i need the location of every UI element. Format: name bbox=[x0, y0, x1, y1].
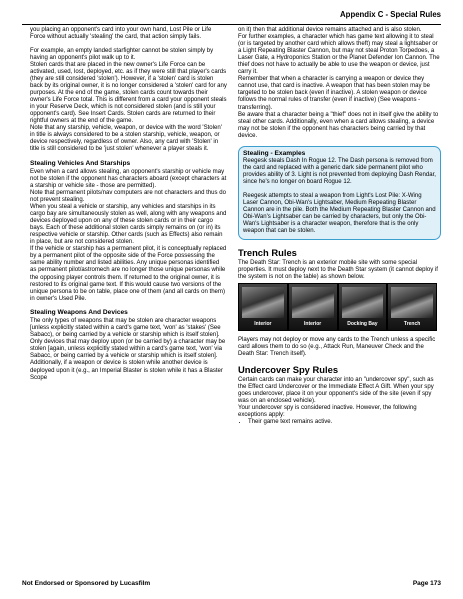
paragraph: Even when a card allows stealing, an opponent's starship or vehicle may not be stolen if the opponent has characters aboard (except characters at a starship or vehicle site - those are permitted). bbox=[30, 168, 227, 189]
site-label: Interior bbox=[304, 321, 322, 328]
paragraph: The only types of weapons that may be stolen are character weapons [unless explicitly stated within a card's game text, 'won' as 'stakes' (See Sabacc), or being carried by a vehicle or starship which is itself stolen]. Only devices that may deploy upon (or be carried by) a character may be stolen [again, unless explicitly stated within a card's game text, 'won' via Sabacc, or being carried by a vehicle or starship which is itself stolen]. Additionally, if a weapon or device is stolen while another device is deployed upon it (e.g., an Imperial Blaster is stolen while it has a Blaster Scope bbox=[30, 318, 226, 381]
heading-stealing-vehicles: Stealing Vehicles And Starships bbox=[30, 159, 131, 167]
paragraph: Reegesk steals Dash In Rogue 12. The Dash persona is removed from the card and replaced with a generic dark side permanent pilot who provides ability of 3. Light is not prevented from deploying Dash Rendar, since he's no longer on board Rogue 12. bbox=[243, 158, 436, 186]
paragraph: The Death Star: Trench is an exterior mobile site with some special properties. It must deploy next to the Death Star system (it cannot deploy if the system is not on the table) as shown below. bbox=[238, 260, 438, 281]
examples-box bbox=[238, 146, 441, 240]
paragraph: Stolen cards that are placed in the new owner's Life Force can be activated, used, lost, deployed, etc. as if they were still that player's cards (they are still considered 'stolen'). However, if a 'stolen' card is stolen back by its original owner, it is no longer considered a 'stolen' card for any purposes. At the end of the game, stolen cards count towards their owner's Life Force total. This is different from a card your opponent steals in your Reserve Deck, which is not considered stolen (and is still your opponent's card). See Insert Cards. Stolen cards are returned to their rightful owners at the end of the game. bbox=[30, 61, 227, 125]
heading-trench-rules: Trench Rules bbox=[238, 247, 297, 259]
footer-disclaimer: Not Endorsed or Sponsored by Lucasfilm bbox=[22, 580, 151, 587]
heading-stealing-weapons: Stealing Weapons And Devices bbox=[30, 309, 128, 317]
right-column bbox=[238, 27, 441, 426]
site-label: Interior bbox=[254, 321, 272, 328]
paragraph: Players may not deploy or move any cards to the Trench unless a specific card allows them to do so (e.g., Attack Run, Maneuver Check and the Death Star: Trench itself). bbox=[238, 337, 436, 358]
site-label: Docking Bay bbox=[347, 321, 378, 328]
page-header bbox=[22, 10, 441, 25]
page-number: Page 173 bbox=[412, 580, 441, 587]
site-card bbox=[288, 283, 338, 331]
site-card bbox=[338, 283, 388, 331]
paragraph: For further examples, a character which has game text allowing it to steal (or is targeted by another card which allows theft) may steal a lightsaber or a Light Repeating Blaster Cannon, but may not steal Proton Torpedoes, a Laser Gate, a Hydroponics Station or the Planet Defender Ion Cannon. The thief does not have to actually be able to use the weapon or device, just carry it. bbox=[238, 34, 440, 76]
site-card bbox=[238, 283, 288, 331]
paragraph: Certain cards can make your character into an "undercover spy", such as the Effect card Undercover or the Immediate Effect A Gift. When your spy goes undercover, place it on your opponent's side of the site (even if spy was on an enclosed vehicle). bbox=[238, 377, 434, 405]
header-title: Appendix C - Special Rules bbox=[340, 10, 441, 19]
paragraph: Reegesk attempts to steal a weapon from Light's Lost Pile: X-Wing Laser Cannon, Obi-Wan's Lightsaber, Medium Repeating Blaster Cannon are in the pile. Both the Medium Repeating Blaster Cannon and Obi-Wan's Lightsaber can be carried by characters, but only the Obi-Wan's Lightsaber is a character weapon, therefore that is the only weapon that can be stolen. bbox=[243, 192, 436, 235]
paragraph: Your undercover spy is considered inactive. However, the following exceptions apply: bbox=[238, 405, 417, 419]
left-column bbox=[30, 27, 227, 382]
site-card bbox=[387, 283, 437, 331]
site-label: Trench bbox=[403, 321, 421, 328]
paragraph: you placing an opponent's card into your own hand, Lost Pile or Life Force without actually 'stealing' the card, that action simply fails. bbox=[30, 27, 212, 41]
page-footer bbox=[22, 580, 441, 587]
death-star-sites-image bbox=[238, 283, 437, 331]
paragraph: Remember that when a character is carrying a weapon or device they cannot use, that card is inactive. A weapon that has been stolen may be targeted to be stolen back (even if inactive). A stolen weapon or device follows the normal rules of transfer (even if inactive) (See weapons - transferring). bbox=[238, 76, 430, 111]
list-item: • Their game text remains active. bbox=[248, 419, 441, 426]
paragraph: Be aware that a character being a "thief" does not in itself give the ability to steal other cards. Additionally, even when a card allows stealing, a device may not be stolen if the opponent has characters being carried by that device. bbox=[238, 111, 439, 139]
paragraph: If the vehicle or starship has a permanent pilot, it is conceptually replaced by a permanent pilot of the opposite side of the Force possessing the same ability number and listed abilities. Any unique personas identified as permanent pilot/astromech are no longer those unique personas while the opposing player controls them. If returned to the original owner, it is restored to its original game text. If this would cause two versions of the unique persona to be on table, place one of them (and all cards on them) in owner's Used Pile. bbox=[30, 246, 227, 302]
exceptions-list bbox=[238, 419, 441, 426]
heading-undercover-spy: Undercover Spy Rules bbox=[238, 364, 339, 375]
paragraph: When you steal a vehicle or starship, any vehicles and starships in its cargo bay are simultaneously stolen as well, along with any weapons and devices deployed upon on any of these stolen cards or in their cargo bays. Each of these additional stolen cards simply remains on (or in) its respective vehicle or starship. Other cards (such as Effects) also remain in place, but are not considered stolen. bbox=[30, 204, 227, 246]
paragraph: Note that permanent pilots/nav computers are not characters and thus do not prevent stealing. bbox=[30, 189, 226, 203]
paragraph: For example, an empty landed starfighter cannot be stolen simply by having an opponent's pilot walk up to it. bbox=[30, 47, 214, 61]
paragraph: Note that any starship, vehicle, weapon, or device with the word 'Stolen' in title is always considered to be a stolen starship, vehicle, weapon, or device respectively, regardless of owner. Also, any card with 'Stolen' in title is still considered to be 'just stolen' whenever a player steals it. bbox=[30, 125, 222, 153]
paragraph: on it) then that additional device remains attached and is also stolen. bbox=[238, 27, 422, 33]
examples-box-title: Stealing - Examples bbox=[243, 150, 306, 158]
